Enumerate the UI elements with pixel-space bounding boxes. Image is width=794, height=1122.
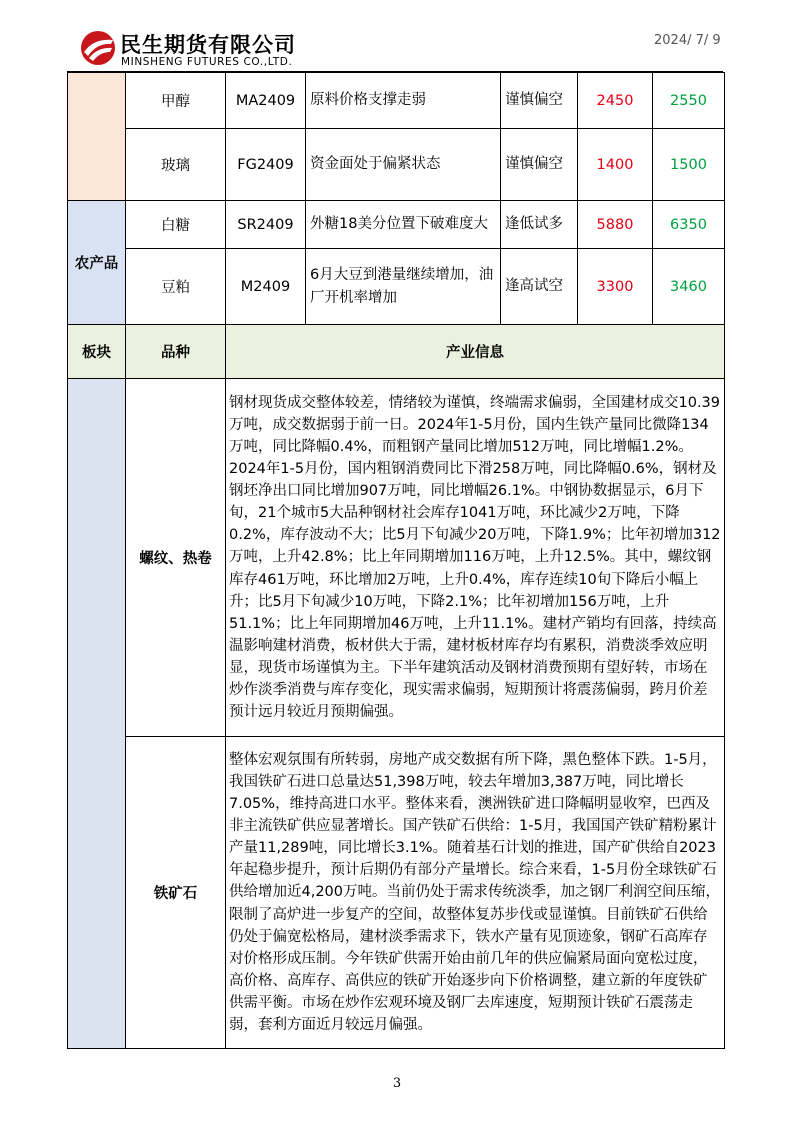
page-number: 3: [392, 1076, 402, 1091]
resistance-price-cell: 6350: [653, 201, 725, 249]
variety-cell: 豆粕: [126, 249, 226, 325]
logic-cell: 原料价格支撑走弱: [306, 73, 501, 129]
sector-cell-agri: 农产品: [68, 201, 126, 325]
contract-cell: SR2409: [226, 201, 306, 249]
company-name-en: MINSHENG FUTURES CO.,LTD.: [121, 56, 293, 68]
sector-cell-chemical: [68, 73, 126, 201]
variety-cell: 甲醇: [126, 73, 226, 129]
info-text-cell: 整体宏观氛围有所转弱，房地产成交数据有所下降，黑色整体下跌。1-5月，我国铁矿石进口总量达51,398万吨，较去年增加3,387万吨，同比增长7.05%，维持高进口水平。整体来看，澳洲铁矿进口降幅明显收窄，巴西及非主流铁矿供应显著增长。国产铁矿石供给：1-5月，我国国产铁矿精粉累计产量11,289吨，同比增长3.1%。随着基石计划的推进，国产矿供给自2023年起稳步提升，预计后期仍有部分产量增长。综合来看，1-5月份全球铁矿石供给增加近4,200万吨。当前仍处于需求传统淡季，加之钢厂利润空间压缩，限制了高炉进一步复产的空间，故整体复苏步伐或显谨慎。目前铁矿石供给仍处于偏宽松格局，建材淡季需求下，铁水产量有见顶迹象，钢矿石高库存对价格形成压制。今年铁矿供需开始由前几年的供应偏紧局面向宽松过度，高价格、高库存、高供应的铁矿开始逐步向下价格调整，建立新的年度铁矿供需平衡。市场在炒作宏观环境及钢厂去库速度，短期预计铁矿石震荡走弱，套利方面近月较远月偏强。: [226, 737, 725, 1049]
info-text-cell: 钢材现货成交整体较差，情绪较为谨慎，终端需求偏弱，全国建材成交10.39万吨，成交数据弱于前一日。2024年1-5月份，国内生铁产量同比微降134万吨，同比降幅0.4%，而粗钢产量同比增加512万吨，同比增幅1.2%。2024年1-5月份，国内粗钢消费同比下滑258万吨，同比降幅0.6%，钢材及钢坯净出口同比增加907万吨，同比增幅26.1%。中钢协数据显示，6月下旬，21个城市5大品种钢材社会库存1041万吨，环比减少2万吨，下降0.2%，库存波动不大；比5月下旬减少20万吨，下降1.9%；比年初增加312万吨，上升42.8%；比上年同期增加116万吨，上升12.5%。其中，螺纹钢库存461万吨，环比增加2万吨，上升0.4%，库存连续10旬下降后小幅上升；比5月下旬减少10万吨，下降2.1%；比年初增加156万吨，上升51.1%；比上年同期增加46万吨，上升11.1%。建材产销均有回落，持续高温影响建材消费，板材供大于需，建材板材库存均有累积，消费淡季效应明显，现货市场谨慎为主。下半年建筑活动及钢材消费预期有望好转，市场在炒作淡季消费与库存变化，现实需求偏弱，短期预计将震荡偏弱，跨月价差预计远月较近月预期偏强。: [226, 379, 725, 737]
info-variety-cell: 螺纹、热卷: [126, 379, 226, 737]
support-price-cell: 2450: [578, 73, 653, 129]
strategy-row: [68, 249, 725, 325]
sector-cell-black: [68, 379, 126, 1049]
variety-cell: 白糖: [126, 201, 226, 249]
logic-cell: 资金面处于偏紧状态: [306, 129, 501, 201]
resistance-price-cell: 1500: [653, 129, 725, 201]
resistance-price-cell: 2550: [653, 73, 725, 129]
resistance-price-cell: 3460: [653, 249, 725, 325]
page-header: [0, 0, 794, 72]
contract-cell: MA2409: [226, 73, 306, 129]
header-variety: 品种: [126, 325, 226, 379]
contract-cell: FG2409: [226, 129, 306, 201]
logic-cell: 外糖18美分位置下破难度大: [306, 201, 501, 249]
logic-cell: 6月大豆到港量继续增加，油厂开机率增加: [306, 249, 501, 325]
support-price-cell: 1400: [578, 129, 653, 201]
info-variety-cell: 铁矿石: [126, 737, 226, 1049]
main-table: [67, 72, 725, 1049]
support-price-cell: 3300: [578, 249, 653, 325]
strategy-cell: 逢高试空: [501, 249, 578, 325]
company-name-cn: 民生期货有限公司: [120, 33, 296, 57]
header-info: 产业信息: [226, 325, 725, 379]
strategy-cell: 谨慎偏空: [501, 73, 578, 129]
header-sector: 板块: [68, 325, 126, 379]
strategy-cell: 逢低试多: [501, 201, 578, 249]
strategy-cell: 谨慎偏空: [501, 129, 578, 201]
company-logo-icon: [80, 30, 116, 66]
report-date: 2024/ 7/ 9: [654, 33, 721, 48]
strategy-row: [68, 129, 725, 201]
info-row: [68, 379, 725, 737]
info-header-row: [68, 325, 725, 379]
strategy-row: [68, 73, 725, 129]
variety-cell: 玻璃: [126, 129, 226, 201]
support-price-cell: 5880: [578, 201, 653, 249]
info-row: [68, 737, 725, 1049]
contract-cell: M2409: [226, 249, 306, 325]
strategy-row: [68, 201, 725, 249]
